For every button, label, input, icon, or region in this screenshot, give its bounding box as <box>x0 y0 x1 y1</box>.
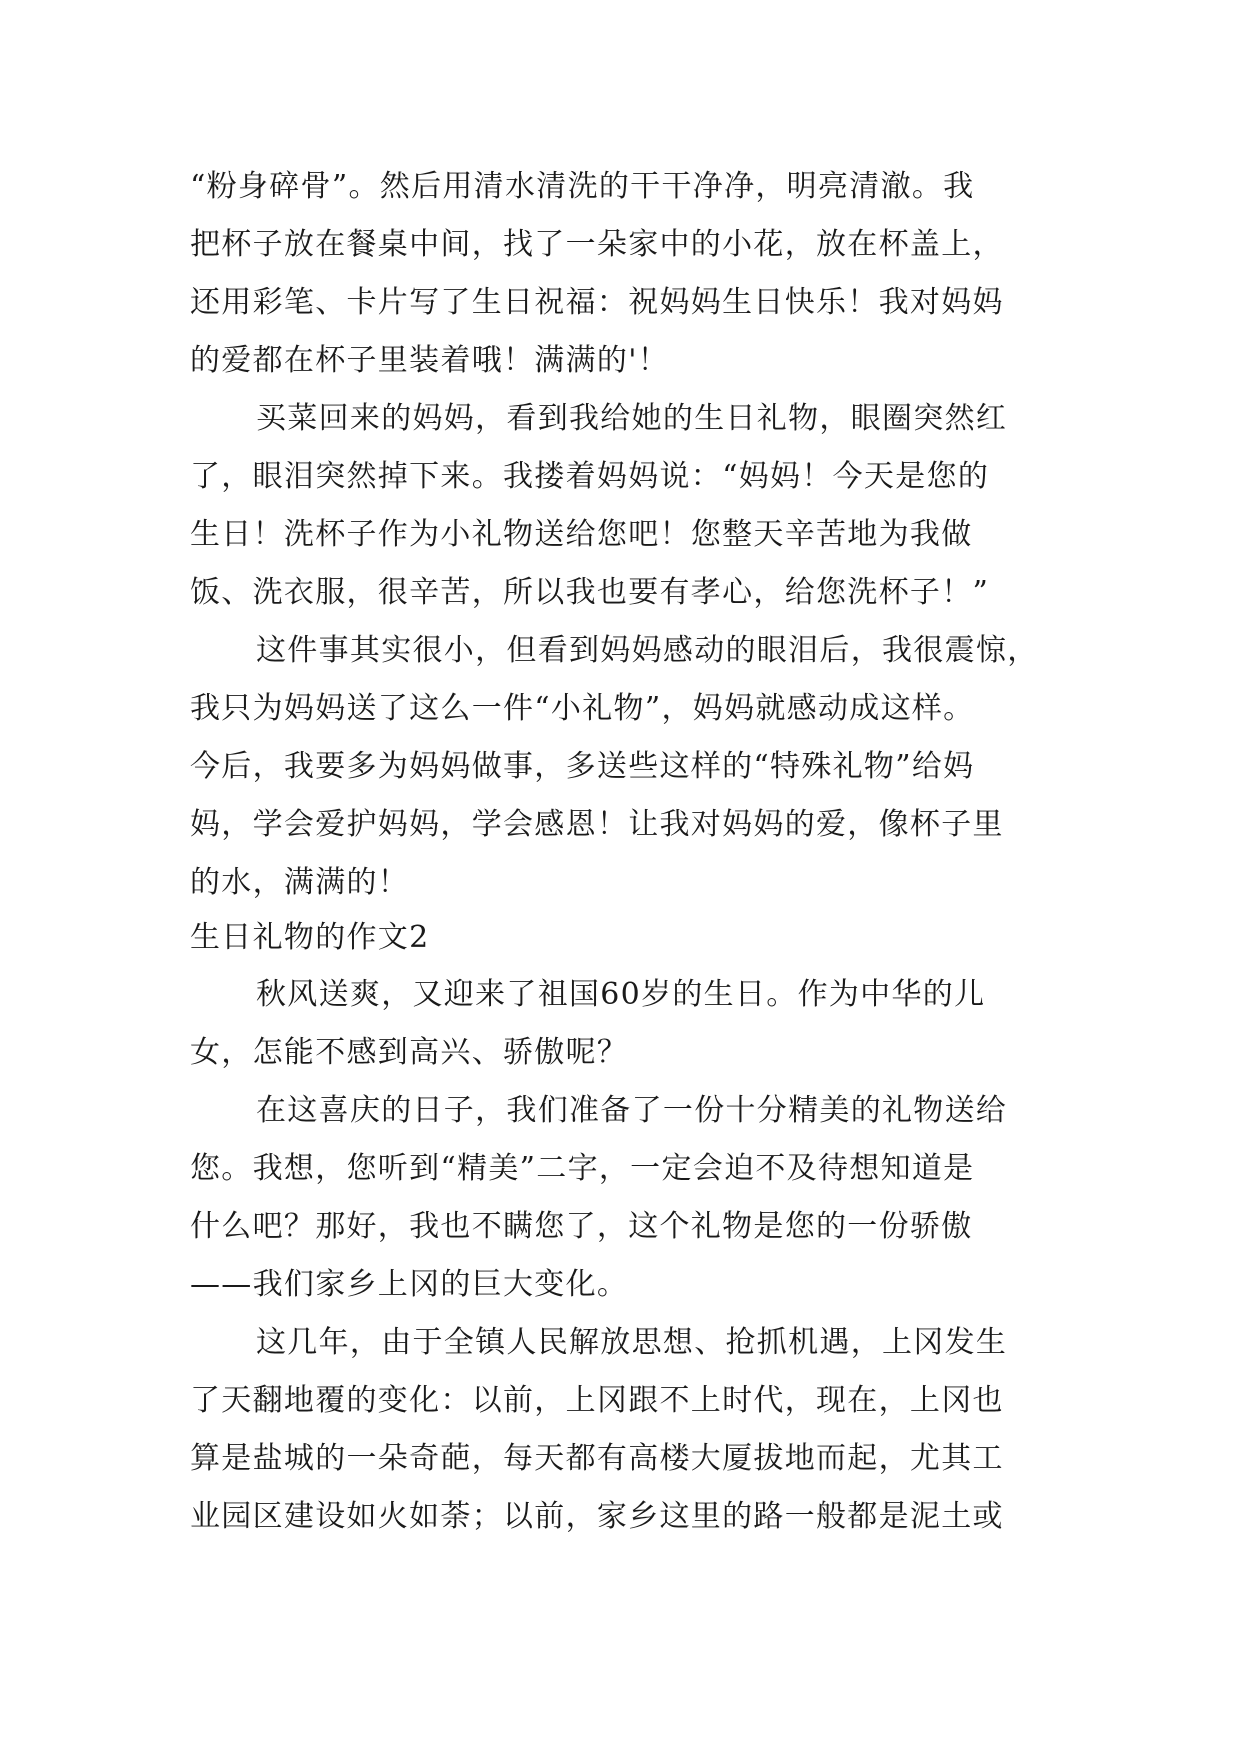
text-line: 您。我想，您听到“精美”二字，一定会迫不及待想知道是 <box>190 1151 975 1186</box>
text-line: “粉身碎骨”。然后用清水清洗的干干净净，明亮清澈。我 <box>190 169 975 204</box>
text-line: 饭、洗衣服，很辛苦，所以我也要有孝心，给您洗杯子！” <box>190 575 990 610</box>
text-line: 的水，满满的！ <box>190 865 410 900</box>
text-line: 我只为妈妈送了这么一件“小礼物”，妈妈就感动成这样。 <box>190 691 975 726</box>
text-line: 把杯子放在餐桌中间，找了一朵家中的小花，放在杯盖上， <box>190 227 1004 262</box>
text-line: 女，怎能不感到高兴、骄傲呢？ <box>190 1035 629 1070</box>
text-line: 秋风送爽，又迎来了祖国60岁的生日。作为中华的儿 <box>256 977 986 1012</box>
text-line: 在这喜庆的日子，我们准备了一份十分精美的礼物送给 <box>256 1093 1008 1128</box>
section-heading: 生日礼物的作文2 <box>190 920 430 955</box>
text-line: 妈，学会爱护妈妈，学会感恩！让我对妈妈的爱，像杯子里 <box>190 807 1004 842</box>
text-line: 这件事其实很小，但看到妈妈感动的眼泪后，我很震惊， <box>256 633 1039 668</box>
text-line: 了天翻地覆的变化：以前，上冈跟不上时代，现在，上冈也 <box>190 1383 1004 1418</box>
text-line: 了，眼泪突然掉下来。我搂着妈妈说：“妈妈！今天是您的 <box>190 459 990 494</box>
text-line: ——我们家乡上冈的巨大变化。 <box>190 1267 629 1302</box>
text-line: 今后，我要多为妈妈做事，多送些这样的“特殊礼物”给妈 <box>190 749 975 784</box>
text-line: 买菜回来的妈妈，看到我给她的生日礼物，眼圈突然红 <box>256 401 1008 436</box>
text-line: 业园区建设如火如荼；以前，家乡这里的路一般都是泥土或 <box>190 1499 1004 1534</box>
text-line: 这几年，由于全镇人民解放思想、抢抓机遇，上冈发生 <box>256 1325 1008 1360</box>
text-line: 的爱都在杯子里装着哦！满满的'！ <box>190 343 670 378</box>
text-line: 生日！洗杯子作为小礼物送给您吧！您整天辛苦地为我做 <box>190 517 973 552</box>
text-line: 算是盐城的一朵奇葩，每天都有高楼大厦拔地而起，尤其工 <box>190 1441 1004 1476</box>
text-line: 什么吧？那好，我也不瞒您了，这个礼物是您的一份骄傲 <box>190 1209 973 1244</box>
text-line: 还用彩笔、卡片写了生日祝福：祝妈妈生日快乐！我对妈妈 <box>190 285 1004 320</box>
